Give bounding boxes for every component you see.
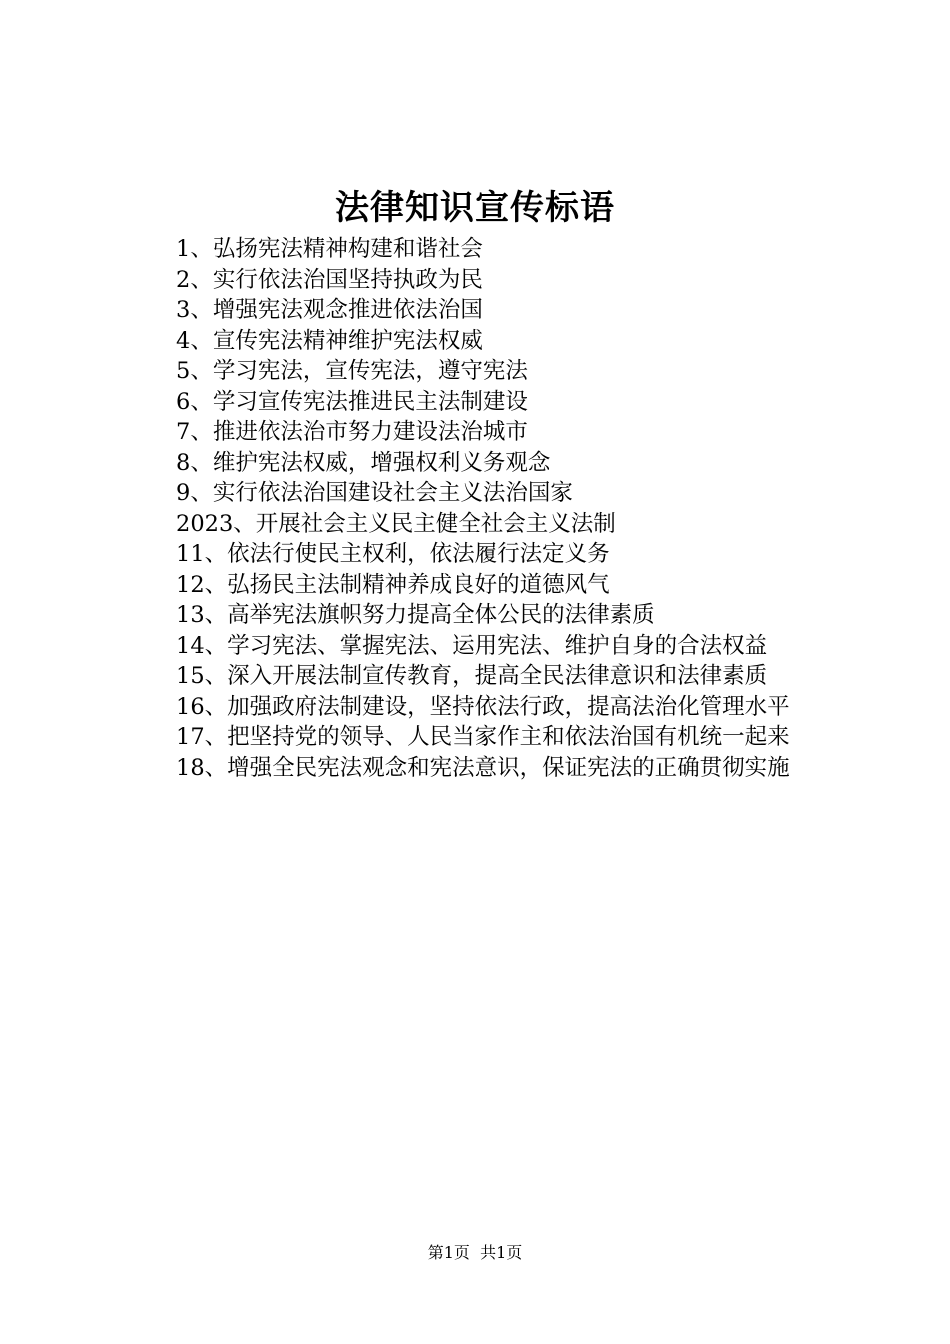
slogan-item: 12、弘扬民主法制精神养成良好的道德风气 [176, 571, 610, 598]
slogan-list [128, 234, 848, 783]
slogan-item: 16、加强政府法制建设，坚持依法行政，提高法治化管理水平 [176, 693, 790, 720]
slogan-item: 5、学习宪法，宣传宪法，遵守宪法 [176, 358, 528, 384]
slogan-item: 6、学习宣传宪法推进民主法制建设 [176, 388, 528, 415]
slogan-item: 8、维护宪法权威，增强权利义务观念 [176, 449, 551, 476]
slogan-item: 14、学习宪法、掌握宪法、运用宪法、维护自身的合法权益 [176, 632, 768, 659]
slogan-item: 11、依法行使民主权利，依法履行法定义务 [176, 541, 610, 567]
slogan-item: 4、宣传宪法精神维护宪法权威 [176, 327, 483, 354]
page-number: 第1页 [427, 1243, 470, 1262]
slogan-item: 17、把坚持党的领导、人民当家作主和依法治国有机统一起来 [176, 724, 790, 750]
page-total: 共1页 [480, 1243, 523, 1262]
slogan-item: 2023、开展社会主义民主健全社会主义法制 [176, 510, 616, 537]
slogan-item: 9、实行依法治国建设社会主义法治国家 [176, 480, 573, 506]
page-footer [0, 1243, 950, 1263]
slogan-item: 7、推进依法治市努力建设法治城市 [176, 419, 528, 445]
slogan-item: 18、增强全民宪法观念和宪法意识，保证宪法的正确贯彻实施 [176, 754, 790, 781]
slogan-item: 15、深入开展法制宣传教育，提高全民法律意识和法律素质 [176, 663, 768, 689]
document-title: 法律知识宣传标语 [335, 188, 615, 228]
slogan-item: 2、实行依法治国坚持执政为民 [176, 266, 483, 293]
slogan-item: 1、弘扬宪法精神构建和谐社会 [176, 236, 483, 262]
slogan-item: 3、增强宪法观念推进依法治国 [176, 297, 483, 323]
slogan-item: 13、高举宪法旗帜努力提高全体公民的法律素质 [176, 602, 655, 628]
